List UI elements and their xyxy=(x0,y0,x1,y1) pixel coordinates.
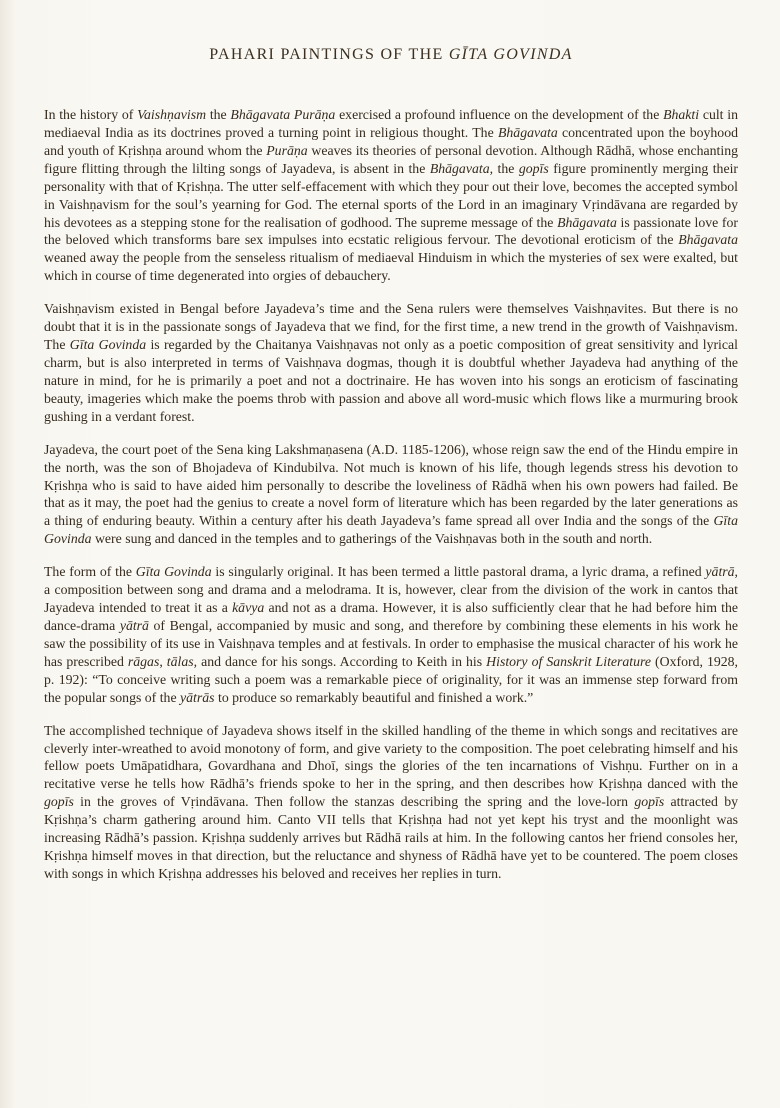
italic-term: Bhāgavata xyxy=(429,160,490,176)
italic-term: Gīta Govinda xyxy=(69,337,147,353)
text-run: The accomplished technique of Jayadeva shows itself in the skilled handling of the theme in which songs and recitatives are cleverly inter-wreathed to avoid monotony of form, and give variety to the composition. The poet celebrating himself and his fellow poets Umāpatidhara, Govardhana and Dhoī, sings the glories of the ten incarnations of Vishṇu. Further on in a recitative verse he tells how Rādhā’s friends spoke to her in the spring, and then describes how Kṛishṇa danced with the xyxy=(44,722,738,792)
text-run: , and dance for his songs. According to Keith in his xyxy=(193,653,487,669)
title-text: PAHARI PAINTINGS OF THE xyxy=(209,46,449,63)
text-run: , a composition between song and drama and a melodrama. It is, however, clear from the division of the work in cantos that Jayadeva intended to treat it as a xyxy=(44,564,738,616)
text-run: attracted by Kṛishṇa’s charm gathering around him. Canto VII tells that Kṛishṇa had not yet kept his tryst and the moonlight was increasing Rādhā’s passion. Kṛishṇa suddenly arrives but Rādhā rails at him. In the following cantos her friend consoles her, Kṛishṇa himself moves in that direction, but the reluctance and shyness of Rādhā have yet to be countered. The poem closes with songs in which Kṛishṇa addresses his beloved and receives her replies in turn. xyxy=(44,794,739,881)
text-run: the xyxy=(206,107,231,122)
text-run: Vaishṇavism existed in Bengal before Jayadeva’s time and the Sena rulers were themselves Vaishṇavites. But there is no doubt that it is in the passionate songs of Jayadeva that we find, for the first time, a new trend in the growth of Vaishṇavism. The xyxy=(44,301,738,353)
text-run: is regarded by the Chaitanya Vaishṇavas not only as a poetic composition of great sensitivity and lyrical charm, but is also interpreted in terms of Vaishṇava dogmas, though it is doubtful whether Jayadeva had anything of the nature in mind, for he is primarily a poet and not a doctrinaire. He has woven into his songs an eroticism of fascinating beauty, imageries which make the poems throb with passion and above all word-music which flows like a murmuring brook gushing in a verdant forest. xyxy=(44,337,738,424)
text-run: exercised a profound influence on the development of the xyxy=(335,107,664,122)
italic-term: Bhakti xyxy=(663,107,700,122)
italic-term: Vaishṇavism xyxy=(137,107,207,122)
italic-term: gopīs xyxy=(634,794,665,810)
paragraph xyxy=(44,300,738,425)
italic-term: gopīs xyxy=(518,160,549,176)
italic-term: rāgas xyxy=(127,653,160,669)
italic-term: yātrā xyxy=(705,564,735,580)
text-run: weaned away the people from the senseless ritualism of mediaeval Hinduism in which the mysteries of sex were exalted, but which in course of time degenerated into orgies of debauchery. xyxy=(44,250,738,284)
text-run: in the groves of Vṛindāvana. Then follow the stanzas describing the spring and the love-lorn xyxy=(73,794,635,810)
italic-term: Bhāgavata xyxy=(557,214,617,230)
text-run: cult in mediaeval India as its doctrines proved a turning point in religious thought. The xyxy=(44,107,738,140)
paragraph xyxy=(44,563,738,706)
text-run: weaves its theories of personal devotion. Although Rādhā, whose enchanting figure flitting through the lilting songs of Jayadeva, is absent in the xyxy=(44,142,739,176)
italic-term: tālas xyxy=(166,653,194,669)
paragraph xyxy=(44,441,738,549)
text-run: In the history of xyxy=(44,107,138,122)
text-run: of Bengal, accompanied by music and song, and therefore by combining these elements in his work he saw the possibility of its use in Vaishṇava temples and at festivals. In order to emphasise the musical character of his work he has prescribed xyxy=(44,617,738,669)
text-run: to produce so remarkably beautiful and finished a work.” xyxy=(214,689,534,705)
text-run: , xyxy=(159,653,167,669)
title-italic-text: GĪTA GOVINDA xyxy=(448,46,573,63)
italic-term: Bhāgavata xyxy=(497,124,558,140)
text-run: is passionate love for the beloved which transforms bare sex impulses into ecstatic religious fervour. The devotional eroticism of the xyxy=(44,214,739,248)
text-run: , the xyxy=(489,160,519,176)
paragraph xyxy=(44,722,738,883)
italic-term: yātrās xyxy=(180,689,215,705)
text-run: (Oxford, 1928, p. 192): “To conceive writing such a poem was a remarkable piece of originality, for it was an immense step forward from the popular songs of the xyxy=(44,653,738,705)
text-run: concentrated upon the boyhood and youth of Kṛishṇa around whom the xyxy=(44,124,738,158)
italic-term: History of Sanskrit Literature xyxy=(486,653,652,669)
italic-term: gopīs xyxy=(44,794,74,810)
page-title xyxy=(44,46,738,64)
text-run: figure prominently merging their personality with that of Kṛishṇa. The utter self-effacement with which they pour out their love, becomes the accepted symbol in Vaishṇavism for the soul’s yearning for God. The eternal sports of the Lord in an imaginary Vṛindāvana are regarded by his devotees as a stepping stone for the realisation of godhood. The supreme message of the xyxy=(44,160,739,230)
text-run: is singularly original. It has been termed a little pastoral drama, a lyric drama, a refined xyxy=(211,564,706,580)
italic-term: Bhāgavata xyxy=(678,232,738,248)
text-run: The form of the xyxy=(44,564,136,580)
italic-term: Gīta Govinda xyxy=(44,513,738,547)
text-run: and not as a drama. However, it is also sufficiently clear that he had before him the dance-drama xyxy=(44,600,738,633)
text-run: Jayadeva, the court poet of the Sena king Lakshmaṇasena (A.D. 1185-1206), whose reign saw the end of the Hindu empire in the north, was the son of Bhojadeva of Kindubilva. Not much is known of his life, though legends stress his devotion to Kṛishṇa who is said to have aided him personally to describe the loveliness of Rādhā when his own powers had failed. Be that as it may, the poet had the genius to create a novel form of literature which has been regarded by the later generations as a thing of enduring beauty. Within a century after his death Jayadeva’s fame spread all over India and the songs of the xyxy=(44,441,738,529)
italic-term: yātrā xyxy=(119,617,149,633)
italic-term: kāvya xyxy=(232,600,265,616)
italic-term: Bhāgavata Purāṇa xyxy=(230,107,336,122)
paragraph xyxy=(44,106,738,285)
text-run: were sung and danced in the temples and to gatherings of the Vaishṇavas both in the south and north. xyxy=(91,531,653,547)
italic-term: Gīta Govinda xyxy=(135,564,212,580)
article-body xyxy=(44,106,738,883)
italic-term: Purāṇa xyxy=(266,142,308,158)
